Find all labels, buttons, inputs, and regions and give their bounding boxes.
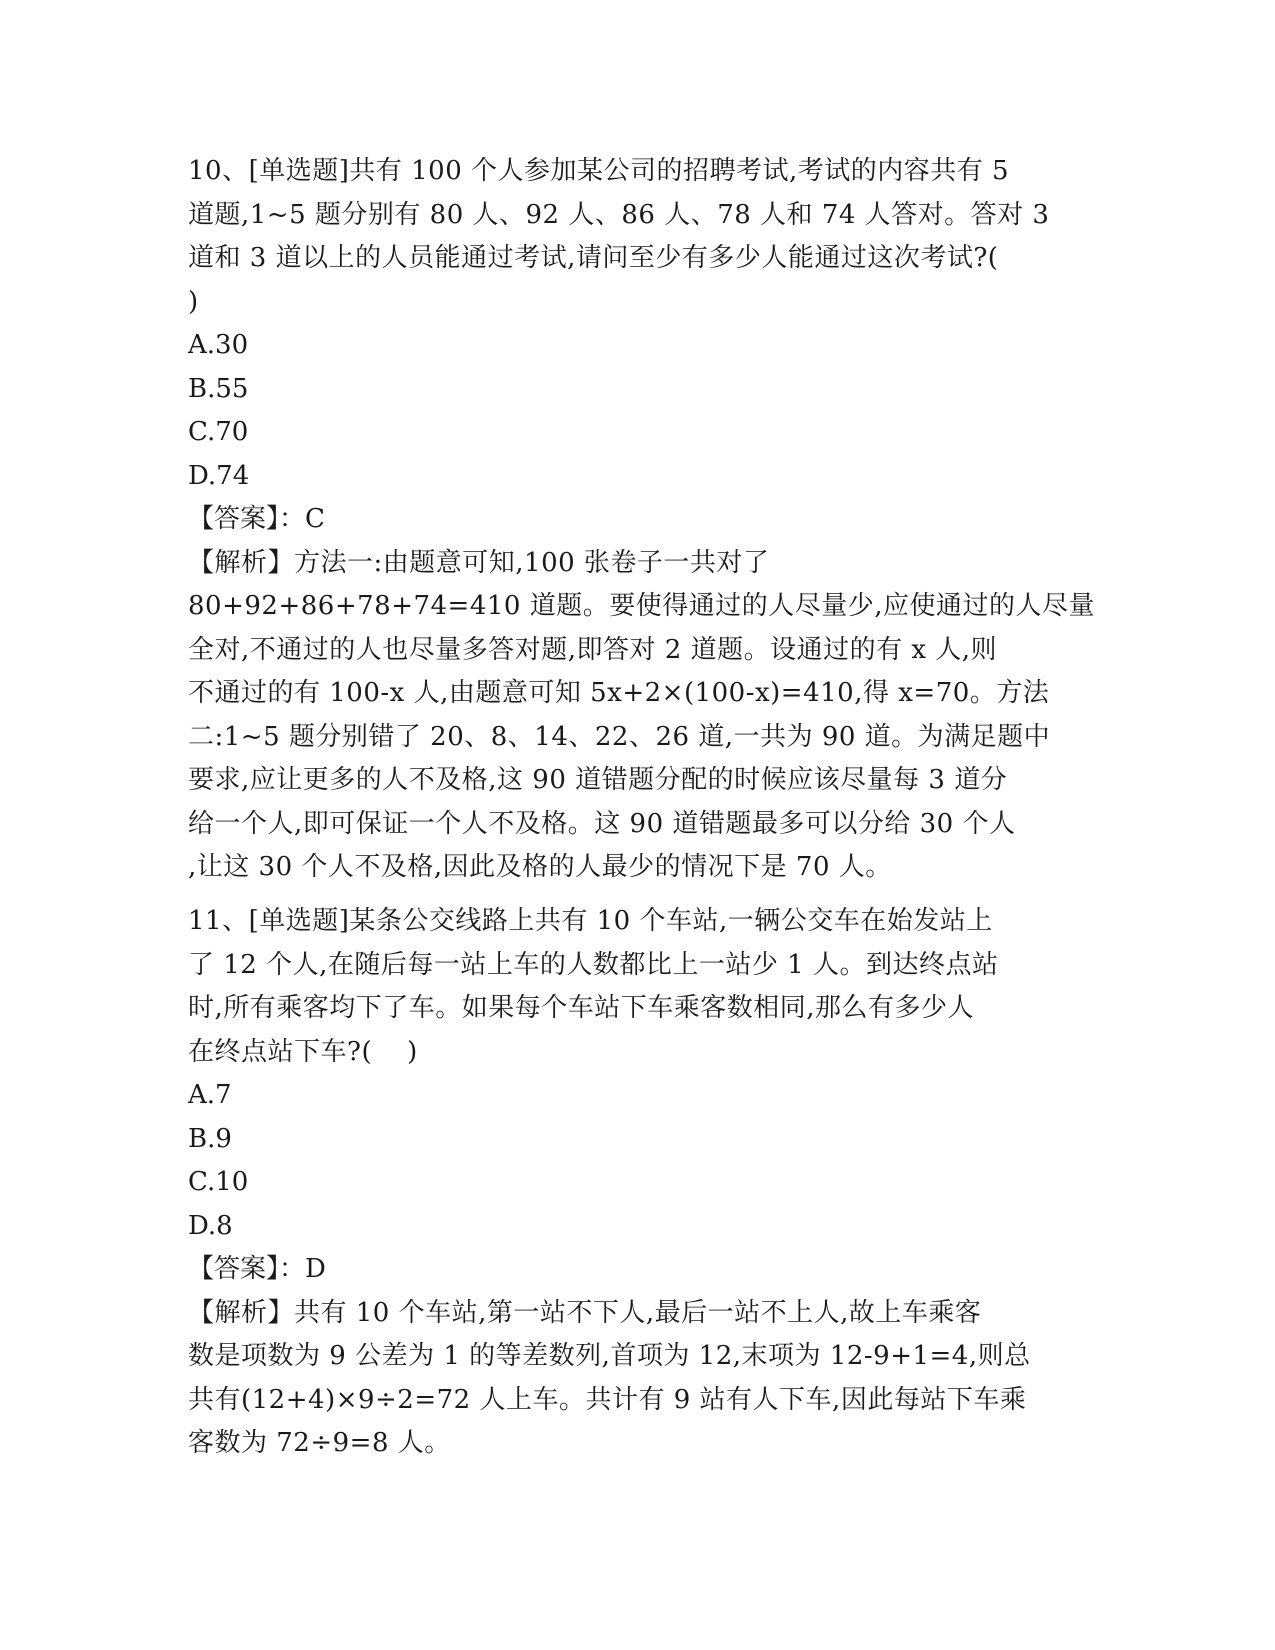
- option-list: [188, 324, 1078, 498]
- analysis-line: 客数为 72÷9=8 人。: [188, 1428, 451, 1458]
- answer-line: 【答案】：C: [188, 504, 325, 534]
- stem-line: ): [188, 286, 199, 317]
- stem-line: 时,所有乘客均下了车。如果每个车站下车乘客数相同,那么有多少人: [188, 993, 975, 1023]
- stem-line: 11、[单选题]某条公交线路上共有 10 个车站,一辆公交车在始发站上: [188, 906, 993, 936]
- analysis: [188, 542, 1096, 890]
- stem-line: 道和 3 道以上的人员能通过考试,请问至少有多少人能通过这次考试?(: [188, 243, 999, 273]
- question-stem: [188, 150, 1078, 324]
- option-list: [188, 1074, 1078, 1248]
- analysis-line: 给一个人,即可保证一个人不及格。这 90 道错题最多可以分给 30 个人: [188, 808, 1016, 839]
- stem-line: 了 12 个人,在随后每一站上车的人数都比上一站少 1 人。到达终点站: [188, 949, 999, 980]
- question-10: [188, 150, 1096, 890]
- analysis-line: 【解析】方法一:由题意可知,100 张卷子一共对了: [188, 547, 770, 578]
- analysis-line: 不通过的有 100-x 人,由题意可知 5x+2×(100-x)=410,得 x=70。方法: [188, 678, 1050, 708]
- analysis-line: 80+92+86+78+74=410 道题。要使得通过的人尽量少,应使通过的人尽量: [188, 591, 1096, 621]
- analysis: [188, 1292, 1078, 1466]
- stem-line: 道题,1~5 题分别有 80 人、92 人、86 人、78 人和 74 人答对。答对 3: [188, 199, 1050, 230]
- analysis-line: ,让这 30 个人不及格,因此及格的人最少的情况下是 70 人。: [188, 852, 892, 882]
- option-d: D.74: [188, 460, 250, 491]
- answer-line: 【答案】：D: [188, 1254, 326, 1284]
- analysis-line: 二:1~5 题分别错了 20、8、14、22、26 道,一共为 90 道。为满足题中: [188, 721, 1051, 752]
- analysis-line: 共有(12+4)×9÷2=72 人上车。共计有 9 站有人下车,因此每站下车乘: [188, 1384, 1027, 1415]
- question-stem: [188, 900, 1078, 1074]
- option-c: C.10: [188, 1167, 249, 1197]
- analysis-line: 数是项数为 9 公差为 1 的等差数列,首项为 12,末项为 12-9+1=4,则总: [188, 1341, 1031, 1371]
- analysis-line: 【解析】共有 10 个车站,第一站不下人,最后一站不上人,故上车乘客: [188, 1297, 982, 1328]
- option-a: A.30: [188, 330, 249, 360]
- question-11: [188, 900, 1078, 1466]
- option-b: B.9: [188, 1123, 232, 1154]
- option-d: D.8: [188, 1210, 233, 1241]
- stem-line: 10、[单选题]共有 100 个人参加某公司的招聘考试,考试的内容共有 5: [188, 156, 1010, 186]
- analysis-line: 全对,不通过的人也尽量多答对题,即答对 2 道题。设通过的有 x 人,则: [188, 634, 998, 665]
- stem-line: 在终点站下车?( ): [188, 1036, 418, 1067]
- option-b: B.55: [188, 373, 249, 404]
- option-c: C.70: [188, 417, 249, 447]
- option-a: A.7: [188, 1080, 232, 1110]
- analysis-line: 要求,应让更多的人不及格,这 90 道错题分配的时候应该尽量每 3 道分: [188, 765, 1008, 795]
